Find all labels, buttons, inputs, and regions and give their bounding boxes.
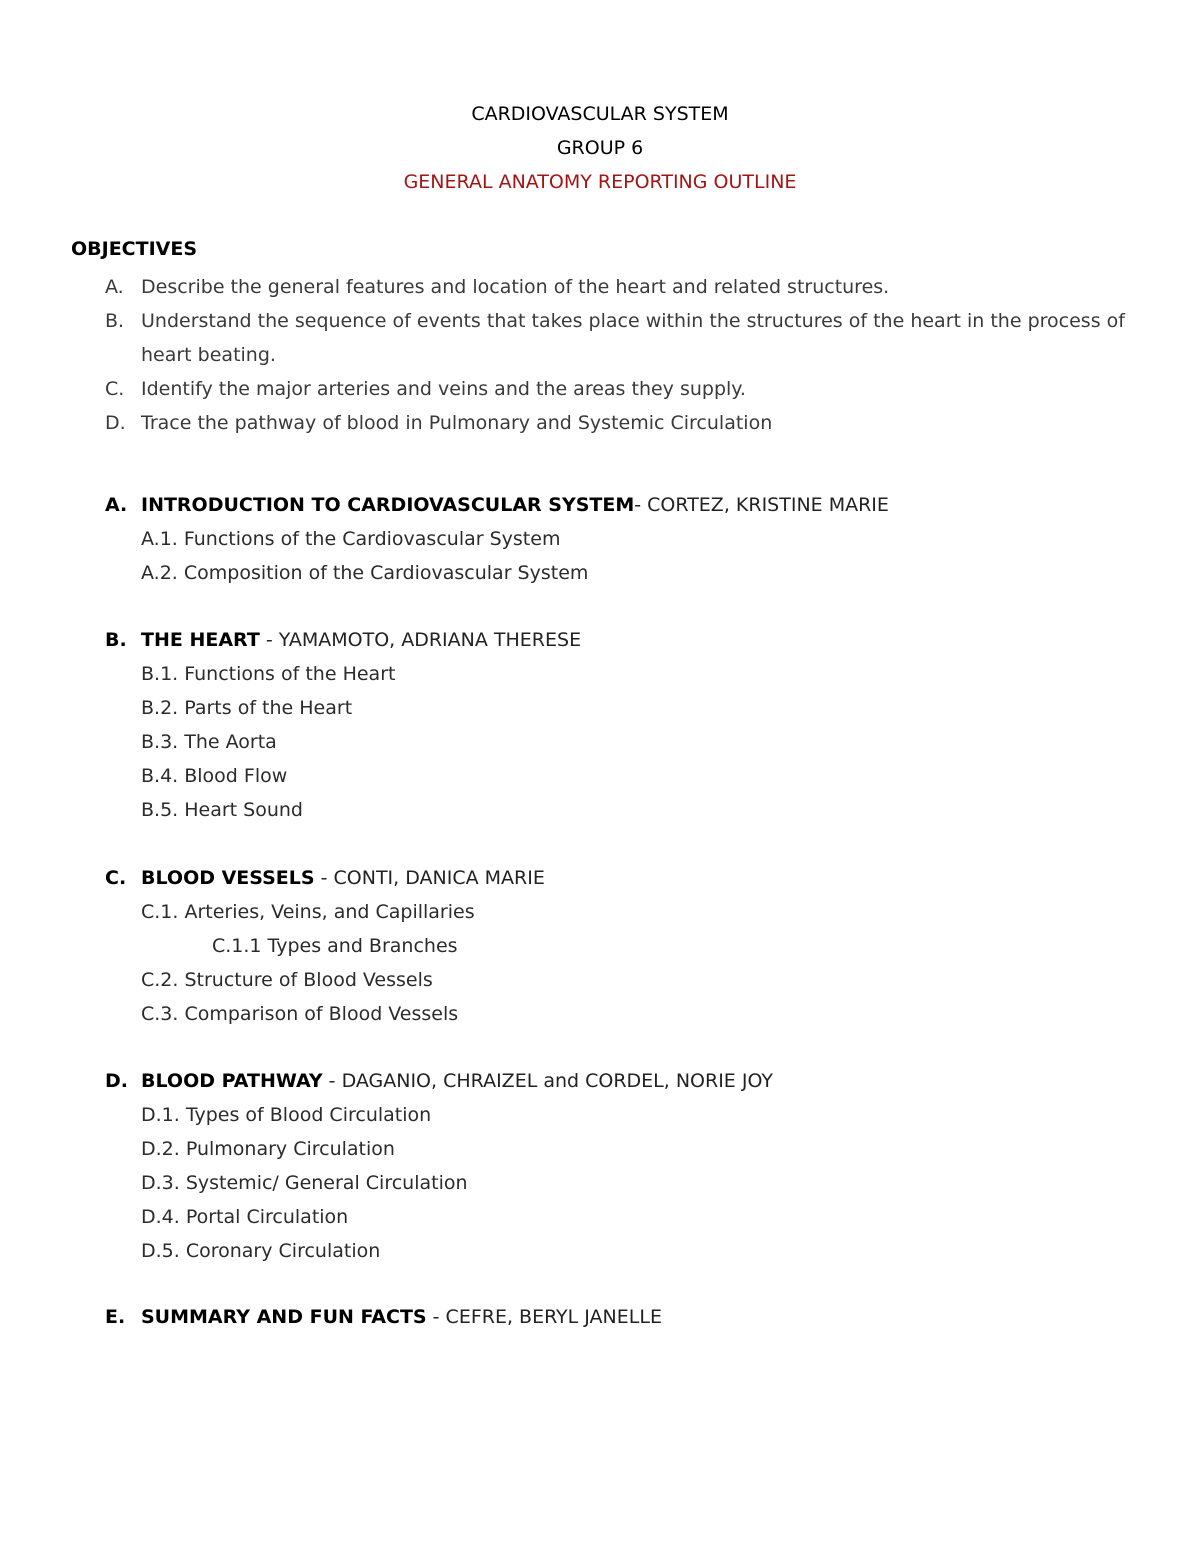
subtopic: C.2. Structure of Blood Vessels bbox=[141, 969, 433, 991]
section-introduction bbox=[105, 488, 1165, 590]
section-blood-vessels bbox=[105, 861, 1165, 1031]
objectives-list bbox=[105, 270, 1125, 440]
subtopic: D.3. Systemic/ General Circulation bbox=[141, 1172, 468, 1194]
section-separator: - bbox=[426, 1306, 446, 1328]
section-heart bbox=[105, 623, 1165, 827]
section-separator: - bbox=[314, 867, 334, 889]
section-author: CONTI, DANICA MARIE bbox=[333, 867, 545, 889]
section-author: DAGANIO, CHRAIZEL and CORDEL, NORIE JOY bbox=[341, 1070, 773, 1092]
objective-letter: D. bbox=[105, 412, 126, 434]
subtopic: B.3. The Aorta bbox=[141, 731, 277, 753]
objective-letter: A. bbox=[105, 276, 124, 298]
subtopic: C.1. Arteries, Veins, and Capillaries bbox=[141, 901, 475, 923]
section-title: THE HEART bbox=[141, 629, 260, 651]
section-heading bbox=[105, 488, 1165, 522]
objective-text: Understand the sequence of events that takes place within the structures of the heart in the process of heart beating. bbox=[141, 310, 1125, 366]
nested-subtopic: C.1.1 Types and Branches bbox=[212, 935, 458, 957]
subtopic: A.1. Functions of the Cardiovascular System bbox=[141, 528, 561, 550]
subtopic: C.3. Comparison of Blood Vessels bbox=[141, 1003, 459, 1025]
section-title: SUMMARY AND FUN FACTS bbox=[141, 1306, 427, 1328]
section-letter: A. bbox=[105, 494, 128, 516]
outline-title: GENERAL ANATOMY REPORTING OUTLINE bbox=[403, 171, 797, 193]
section-heading bbox=[105, 1300, 1165, 1334]
subtopic: D.2. Pulmonary Circulation bbox=[141, 1138, 395, 1160]
section-author: CORTEZ, KRISTINE MARIE bbox=[647, 494, 889, 516]
section-separator: - bbox=[259, 629, 279, 651]
objective-text: Trace the pathway of blood in Pulmonary and Systemic Circulation bbox=[141, 412, 773, 434]
subtopic: B.5. Heart Sound bbox=[141, 799, 303, 821]
subtopic: D.5. Coronary Circulation bbox=[141, 1240, 381, 1262]
section-heading bbox=[105, 861, 1165, 895]
objective-item bbox=[105, 304, 1125, 372]
subtopic: A.2. Composition of the Cardiovascular System bbox=[141, 562, 589, 584]
section-separator: - bbox=[322, 1070, 342, 1092]
section-letter: D. bbox=[105, 1070, 128, 1092]
document-title: CARDIOVASCULAR SYSTEM bbox=[471, 103, 729, 125]
subtopic: B.4. Blood Flow bbox=[141, 765, 288, 787]
subtopic: B.1. Functions of the Heart bbox=[141, 663, 396, 685]
section-letter: C. bbox=[105, 867, 127, 889]
objective-item bbox=[105, 270, 1125, 304]
section-heading bbox=[105, 1064, 1165, 1098]
section-title: INTRODUCTION TO CARDIOVASCULAR SYSTEM bbox=[141, 494, 635, 516]
objective-text: Identify the major arteries and veins and the areas they supply. bbox=[141, 378, 746, 400]
section-summary bbox=[105, 1300, 1165, 1334]
objective-item bbox=[105, 372, 1125, 406]
section-blood-pathway bbox=[105, 1064, 1165, 1268]
section-letter: B. bbox=[105, 629, 127, 651]
section-author: YAMAMOTO, ADRIANA THERESE bbox=[278, 629, 582, 651]
subtopic: D.4. Portal Circulation bbox=[141, 1206, 349, 1228]
section-separator: - bbox=[634, 494, 648, 516]
subtopic: D.1. Types of Blood Circulation bbox=[141, 1104, 432, 1126]
objective-letter: C. bbox=[105, 378, 125, 400]
section-author: CEFRE, BERYL JANELLE bbox=[445, 1306, 662, 1328]
section-heading bbox=[105, 623, 1165, 657]
group-label: GROUP 6 bbox=[556, 137, 644, 159]
subtopic: B.2. Parts of the Heart bbox=[141, 697, 353, 719]
objectives-heading: OBJECTIVES bbox=[71, 238, 198, 260]
section-title: BLOOD VESSELS bbox=[141, 867, 315, 889]
section-title: BLOOD PATHWAY bbox=[141, 1070, 323, 1092]
section-letter: E. bbox=[105, 1306, 126, 1328]
objective-letter: B. bbox=[105, 310, 125, 332]
objective-text: Describe the general features and location of the heart and related structures. bbox=[141, 276, 890, 298]
objective-item bbox=[105, 406, 1125, 440]
